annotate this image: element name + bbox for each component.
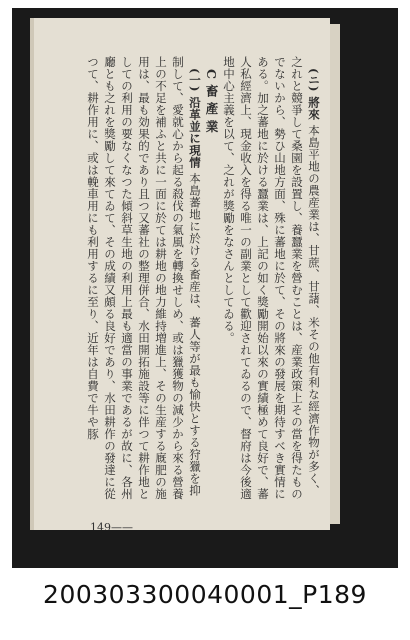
section-c1-heading: (一) 沿革並に現情 [188, 67, 202, 168]
vertical-text-block [56, 56, 322, 502]
section-b-heading: (ニ) 將來 [307, 67, 321, 120]
section-c1-body: 本島蕃地に於ける畜産は、蕃人等が最も愉快とする狩獵を抑制して、愛就心から起る殺伐の氣風を轉換せしめ、或は獵獲物の減少から來る營養上の不足を補ふと共に一面に於ては耕地の地力維持増進上、その生産する廐肥の施用は、最も効果的であり且つ又蕃社の整理併合、水田開拓施設等に伴つて耕作地としての利用の要なくなつた傾斜草生地の利用上最も適當の事業であるが故に、各州廳とも之れを獎勵して來てゐて、その成績又頗る良好であり、水田耕作の發達に從つて、耕作用に、或は輓車用にも利用するに至り、近年は自費で牛や豚 [86, 56, 202, 500]
page-edge [330, 24, 340, 524]
archive-id-caption: 200303300040001_P189 [43, 580, 367, 609]
page-number: 149—— [90, 521, 133, 530]
section-c-heading: C 畜 產 業 [204, 68, 219, 133]
book-page [30, 18, 330, 530]
section-b-body: 本島平地の農産業は、甘蔗、甘藷、米その他有利な經濟作物が多く、之れと競爭して桑園を設置し、養蠶業を營むことは、産業政策上その當を得たものでないから、勢ひ山地方面、殊に蕃地に於て、その將來の發展を期待すべき實情にある。加之蕃地に於ける蠶業は、上記の如く獎勵開始以來の實績極めて良好で、蕃人私經濟上、現金收入を得る唯一の副業として歡迎されてゐるので、督府は今後適地中心主義を以て、之れが獎勵をなさんとしてゐる。 [222, 56, 321, 500]
